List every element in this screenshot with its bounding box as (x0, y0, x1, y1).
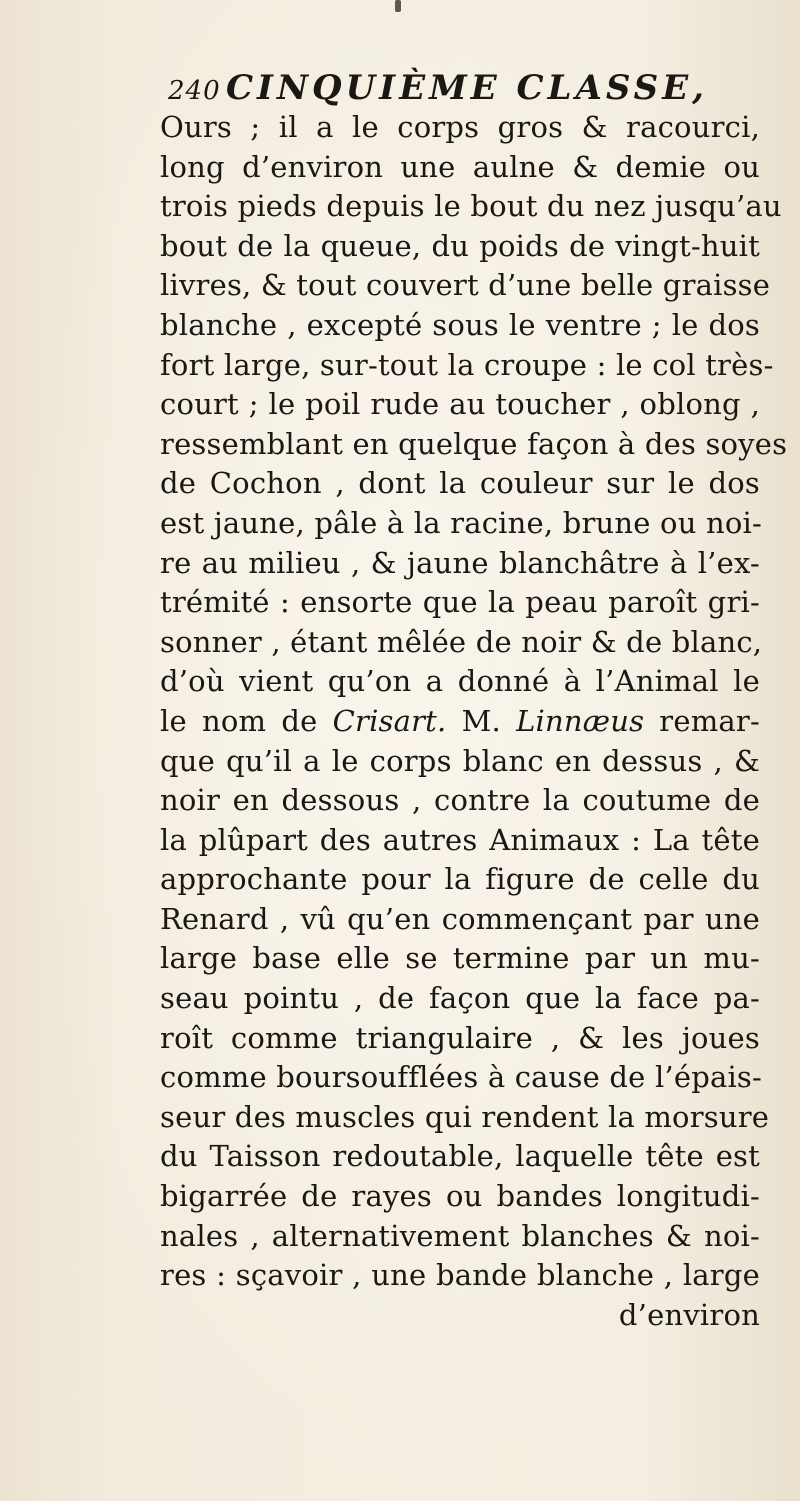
italic-name-crisart: Crisart. (332, 703, 447, 738)
text-line: comme boursoufflées à cause de l’épais- (160, 1060, 763, 1095)
text-line: bigarrée de rayes ou bandes longitudi- (160, 1179, 760, 1214)
text-line: fort large, sur-tout la croupe : le col très- (160, 347, 774, 382)
text-segment: M. (446, 703, 517, 738)
page-header (168, 66, 768, 110)
text-line: noir en dessous , contre la coutume de (160, 783, 760, 818)
text-line: ressemblant en quelque façon à des soyes (160, 426, 788, 461)
text-line: seau pointu , de façon que la face pa- (160, 981, 760, 1016)
text-line: res : sçavoir , une bande blanche , large (160, 1258, 760, 1293)
text-line: blanche , excepté sous le ventre ; le dos (160, 307, 760, 342)
text-line: trémité : ensorte que la peau paroît gri- (160, 585, 760, 620)
text-line: du Taisson redoutable, laquelle tête est (160, 1139, 760, 1174)
text-line: Ours ; il a le corps gros & racourci, (160, 110, 760, 144)
catchword: d’environ (618, 1297, 760, 1332)
text-line-with-names (160, 702, 760, 742)
page-number: 240 (168, 76, 221, 106)
text-line: re au milieu , & jaune blanchâtre à l’ex- (160, 545, 760, 580)
text-line: Renard , vû qu’en commençant par une (160, 901, 760, 936)
text-line: approchante pour la figure de celle du (160, 862, 760, 897)
text-segment: remar- (644, 703, 760, 738)
text-line: large base elle se termine par un mu- (160, 941, 760, 976)
text-line: bout de la queue, du poids de vingt-huit (160, 228, 760, 263)
text-line: long d’environ une aulne & demie ou (160, 149, 760, 184)
text-line: de Cochon , dont la couleur sur le dos (160, 466, 760, 501)
text-line: nales , alternativement blanches & noi- (160, 1218, 760, 1253)
text-line: seur des muscles qui rendent la morsure (160, 1099, 770, 1134)
text-line: trois pieds depuis le bout du nez jusqu’au (160, 189, 782, 224)
text-line: est jaune, pâle à la racine, brune ou noi- (160, 505, 763, 540)
text-line: roît comme triangulaire , & les joues (160, 1020, 760, 1055)
italic-name-linnaeus: Linnæus (516, 703, 645, 738)
text-line: livres, & tout couvert d’une belle graisse (160, 268, 771, 303)
body-text (160, 108, 788, 1335)
text-line: la plûpart des autres Animaux : La tête (160, 822, 760, 857)
running-head: CINQUIÈME CLASSE, (226, 68, 708, 108)
text-line: court ; le poil rude au toucher , oblong , (160, 387, 760, 422)
text-line: d’où vient qu’on a donné à l’Animal le (160, 664, 760, 699)
ink-fleck (395, 0, 401, 12)
text-segment: le nom de (160, 703, 333, 738)
text-line: que qu’il a le corps blanc en dessus , & (160, 743, 760, 778)
text-line: sonner , étant mêlée de noir & de blanc, (160, 624, 763, 659)
